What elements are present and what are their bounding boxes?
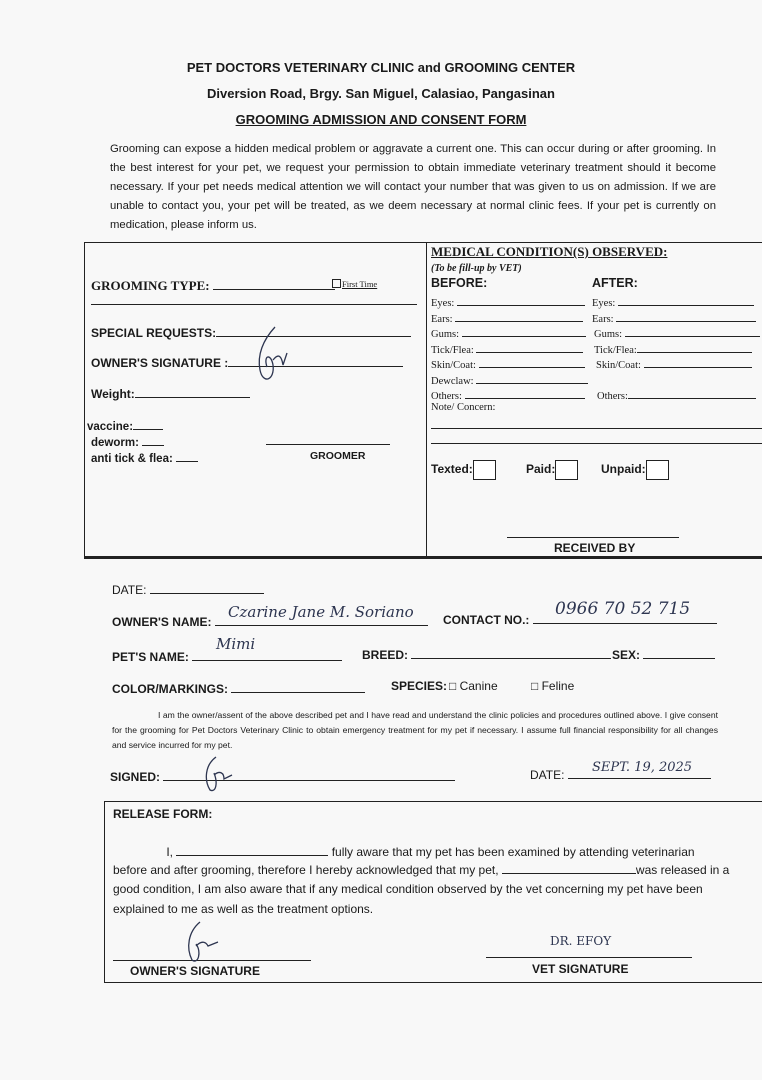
grooming-type-line2[interactable] <box>91 304 417 305</box>
owner-signature-mark <box>255 325 295 390</box>
after-skin-field[interactable]: Skin/Coat: <box>596 356 752 371</box>
medical-title: MEDICAL CONDITION(S) OBSERVED: <box>431 244 668 259</box>
before-eyes-field[interactable]: Eyes: <box>431 294 585 309</box>
anti-tick-field[interactable]: anti tick & flea: <box>91 450 198 465</box>
form-title: GROOMING ADMISSION AND CONSENT FORM <box>235 112 527 127</box>
pet-name-field[interactable]: PET'S NAME: <box>112 649 342 664</box>
after-gums-field[interactable]: Gums: <box>594 325 760 340</box>
groomer-label: GROOMER <box>310 450 366 462</box>
unpaid-checkbox[interactable]: Unpaid: <box>601 460 669 480</box>
note-concern-label: Note/ Concern: <box>431 402 496 413</box>
before-gums-field[interactable]: Gums: <box>431 325 586 340</box>
owner-name-field[interactable]: OWNER'S NAME: <box>112 614 428 629</box>
grooming-type-field[interactable]: GROOMING TYPE: <box>91 278 335 294</box>
note-line-1[interactable] <box>431 428 762 429</box>
release-line-2[interactable]: before and after grooming, therefore I hereby acknowledged that my pet, was released in a <box>113 863 730 877</box>
signed-signature-mark <box>200 755 240 795</box>
vaccine-field[interactable]: vaccine: <box>87 418 163 433</box>
after-others-field[interactable]: Others: <box>597 387 756 402</box>
weight-field[interactable]: Weight: <box>91 386 250 401</box>
contact-field[interactable]: CONTACT NO.: <box>443 612 717 627</box>
groomer-signature-line[interactable] <box>266 444 390 445</box>
release-title: RELEASE FORM: <box>113 807 213 821</box>
received-by-line[interactable] <box>507 537 679 538</box>
date-field[interactable]: DATE: <box>112 582 264 597</box>
owner-name-value: Czarine Jane M. Soriano <box>228 603 414 621</box>
owner-signature-field[interactable]: OWNER'S SIGNATURE : <box>91 355 403 370</box>
signed-date-value: SEPT. 19, 2025 <box>592 760 693 775</box>
breed-field[interactable]: BREED: <box>362 647 611 662</box>
after-tick-field[interactable]: Tick/Flea: <box>594 341 752 356</box>
release-line-4: explained to me as well as the treatment options. <box>113 902 374 916</box>
intro-paragraph: Grooming can expose a hidden medical problem or aggravate a current one. This can occur during or after grooming. In the best interest for your pet, we request your permission to obtain immediate veterinary treatment should it become necessary. If your pet needs medical attention we will contact your number that was given to us on admission. If we are unable to contact you, your pet will be treated, as we deem necessary at normal clinic fees. If your pet is currently on medication, please inform us. <box>110 143 716 231</box>
release-line-1[interactable]: I, fully aware that my pet has been examined by attending veterinarian <box>166 845 695 859</box>
release-line-3: good condition, I am also aware that if any medical condition observed by the vet concerning my pet have been <box>113 882 703 896</box>
canine-checkbox[interactable]: □ Canine <box>449 679 498 693</box>
note-line-2[interactable] <box>431 443 762 444</box>
received-by-label: RECEIVED BY <box>554 541 636 555</box>
pet-name-value: Mimi <box>216 635 256 653</box>
species-field: SPECIES: <box>391 679 448 693</box>
after-heading: AFTER: <box>592 276 638 290</box>
after-eyes-field[interactable]: Eyes: <box>592 294 754 309</box>
signed-date-field[interactable]: DATE: <box>530 767 711 782</box>
clinic-name: PET DOCTORS VETERINARY CLINIC and GROOMING CENTER <box>186 60 576 75</box>
vet-signature-label: VET SIGNATURE <box>532 962 629 976</box>
signed-field[interactable]: SIGNED: <box>110 769 455 784</box>
consent-paragraph: I am the owner/assent of the above described pet and I have read and understand the clinic policies and procedures outlined above. I give consent for the grooming for Pet Doctors Veterinary Clinic to obtain emergency treatment for my pet if necessary. I assume full financial responsibility for all changes and service incurred for my pet. <box>112 710 718 750</box>
paid-checkbox[interactable]: Paid: <box>526 460 578 480</box>
after-ears-field[interactable]: Ears: <box>592 310 756 325</box>
texted-checkbox[interactable]: Texted: <box>431 460 496 480</box>
owner-signature-label: OWNER'S SIGNATURE <box>130 964 260 978</box>
color-markings-field[interactable]: COLOR/MARKINGS: <box>112 681 365 696</box>
sex-field[interactable]: SEX: <box>612 647 715 662</box>
feline-checkbox[interactable]: □ Feline <box>531 679 575 693</box>
checkbox-icon <box>332 279 341 288</box>
before-ears-field[interactable]: Ears: <box>431 310 583 325</box>
vet-signature-line[interactable] <box>486 957 692 958</box>
before-others-field[interactable]: Others: <box>431 387 585 402</box>
medical-subtitle: (To be fill-up by VET) <box>431 263 522 274</box>
clinic-address: Diversion Road, Brgy. San Miguel, Calasiao, Pangasinan <box>207 86 555 101</box>
contact-value: 0966 70 52 715 <box>555 599 691 619</box>
box-divider <box>426 242 427 558</box>
dewclaw-field[interactable]: Dewclaw: <box>431 372 588 387</box>
special-requests-field[interactable]: SPECIAL REQUESTS: <box>91 325 411 340</box>
deworm-field[interactable]: deworm: <box>91 434 164 449</box>
before-tick-field[interactable]: Tick/Flea: <box>431 341 583 356</box>
before-heading: BEFORE: <box>431 276 488 290</box>
before-skin-field[interactable]: Skin/Coat: <box>431 356 585 371</box>
vet-name-value: DR. EFOY <box>550 934 612 948</box>
first-time-checkbox[interactable]: First Time <box>332 279 377 289</box>
release-signature-mark <box>180 920 230 970</box>
